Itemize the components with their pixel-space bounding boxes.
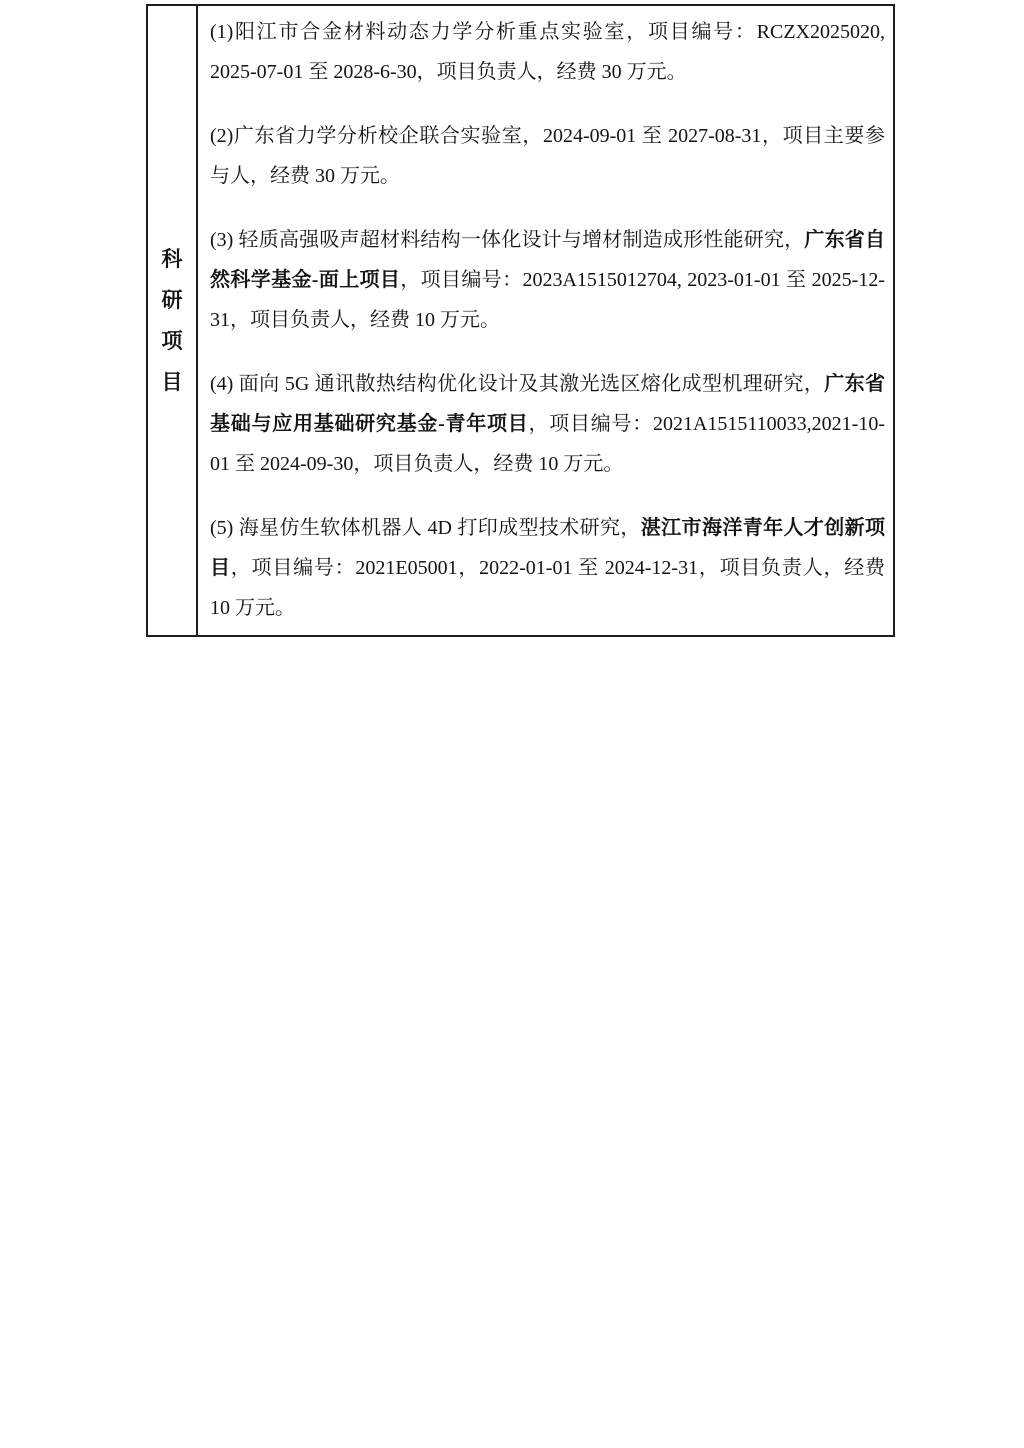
project-item (210, 220, 885, 340)
row-header-char: 科 (161, 246, 183, 271)
row-header-char: 研 (161, 287, 183, 312)
row-header-char: 目 (161, 369, 183, 394)
project-item (210, 116, 885, 196)
projects-content-cell (198, 6, 893, 635)
project-text: (4) 面向 5G 通讯散热结构优化设计及其激光选区熔化成型机理研究， (210, 373, 825, 395)
project-text: (1)阳江市合金材料动态力学分析重点实验室，项目编号：RCZX2025020, 2025-07-01 至 2028-6-30，项目负责人，经费 30 万元。 (210, 21, 885, 83)
project-fund-name: 湛江市海洋青年人才创新项目 (210, 517, 886, 579)
project-text: ，项目编号：2021A1515110033,2021-10-01 至 2024-09-30，项目负责人，经费 10 万元。 (210, 413, 885, 475)
project-text: ，项目编号：2021E05001，2022-01-01 至 2024-12-31，项目负责人，经费 10 万元。 (210, 557, 886, 619)
row-header-research-projects (148, 6, 198, 635)
row-header-char: 项 (161, 328, 183, 353)
project-text: (2)广东省力学分析校企联合实验室，2024-09-01 至 2027-08-31，项目主要参与人，经费 30 万元。 (210, 125, 885, 187)
project-item (210, 12, 885, 92)
research-projects-table (146, 4, 895, 637)
project-text: (3) 轻质高强吸声超材料结构一体化设计与增材制造成形性能研究， (210, 229, 805, 251)
project-text: ，项目编号：2023A1515012704, 2023-01-01 至 2025-12-31，项目负责人，经费 10 万元。 (210, 269, 885, 331)
project-item (210, 508, 885, 628)
project-text: (5) 海星仿生软体机器人 4D 打印成型技术研究， (210, 517, 641, 539)
project-fund-name: 广东省基础与应用基础研究基金-青年项目 (210, 373, 885, 435)
project-item (210, 364, 885, 484)
project-fund-name: 广东省自然科学基金-面上项目 (210, 229, 886, 291)
